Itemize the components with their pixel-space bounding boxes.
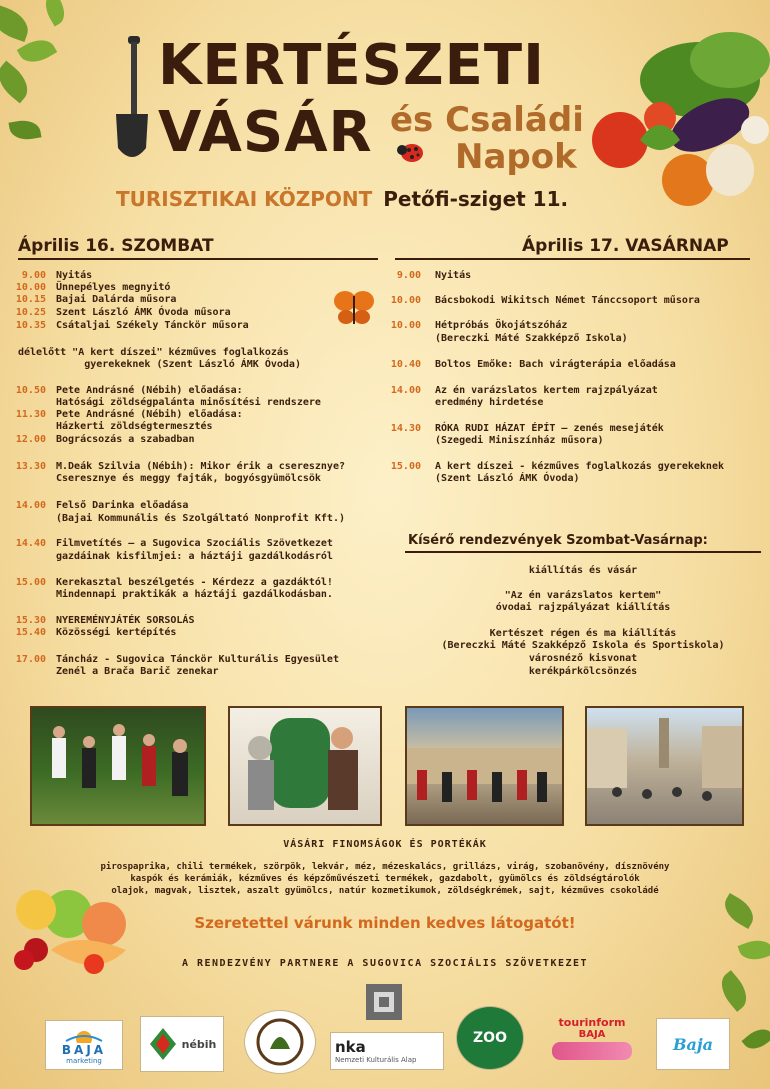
schedule-row: 10.25 Szent László ÁMK Óvoda műsora [15,307,231,318]
nebih-emblem-icon [148,1024,178,1064]
schedule-row: 17.00 Táncház - Sugovica Tánckör Kulturális Egyesület [15,654,339,665]
schedule-row: 10.35 Csátaljai Székely Tánckör műsora [15,320,249,331]
schedule-row: 12.00 Bográcsozás a szabadban [15,434,195,445]
schedule-row: 11.30 Pete Andrásné (Nébih) előadása: [15,409,243,420]
sunday-divider [395,258,750,260]
schedule-row: 10.00 Bácsbokodi Wikitsch Német Tánccsoport műsora [390,295,700,306]
side-event-line: (Bereczki Máté Szakképző Iskola és Sportiskola) [441,640,725,651]
baja-marketing-logo: BAJA marketing [45,1020,123,1070]
schedule-row: gazdáinak kisfilmjei: a háztáji gazdálkodásról [56,551,333,562]
schedule-row: 10.15 Bajai Dalárda műsora [15,294,177,305]
schedule-row: 14.40 Filmvetítés – a Sugovica Szociális Szövetkezet [15,538,333,549]
schedule-row: (Szent László ÁMK Óvoda) [435,473,580,484]
venue-name: TURISZTIKAI KÖZPONT [116,187,373,211]
alli-es-mili-badge [552,1042,632,1060]
schedule-row: Házkerti zöldségtermesztés [56,421,213,432]
schedule-row: 14.00 Az én varázslatos kertem rajzpályázat [390,385,658,396]
cube-logo-icon [364,982,404,1022]
subtitle-line2: Napok [455,137,577,177]
schedule-row: 10.00 Hétpróbás Ökojátszóház [390,320,568,331]
sun-icon [64,1025,104,1043]
schedule-row: Zenél a Brača Barič zenekar [56,666,219,677]
schedule-row: gyerekeknek (Szent László ÁMK Óvoda) [18,359,301,370]
saturday-heading: Április 16. SZOMBAT [18,236,214,256]
saturday-divider [18,258,378,260]
schedule-row: 15.40 Közösségi kertépítés [15,627,177,638]
baja-city-logo: Baja [656,1018,730,1070]
side-event-line: városnéző kisvonat [528,653,638,664]
butterfly-icon [332,288,376,328]
side-event-line: Kertészet régen és ma kiállítás [489,628,677,639]
fruits-illustration [6,880,146,990]
schedule-row: 15.30 NYEREMÉNYJÁTÉK SORSOLÁS [15,615,195,626]
partner-text: A RENDEZVÉNY PARTNERE A SUGOVICA SZOCIÁLIS SZÖVETKEZET [181,958,589,969]
photo-children-dancers [30,706,206,826]
photo-street-crowd [585,706,744,826]
side-event-line: kiállítás és vásár [528,565,638,576]
schedule-row: 14.30 RÓKA RUDI HÁZAT ÉPÍT – zenés mesejáték [390,423,664,434]
schedule-row: 15.00 Kerekasztal beszélgetés - Kérdezz a gazdáktól! [15,577,333,588]
schedule-row: (Bajai Kommunális és Szolgáltató Nonprofit Kft.) [56,513,345,524]
nebih-logo: nébih [140,1016,224,1072]
photo-folk-dance-square [405,706,564,826]
goods-line: olajok, magvak, lisztek, aszalt gyümölcs, natúr kozmetikumok, zöldségkrémek, sajt, kézműves csokoládé [111,886,659,896]
schedule-row: Mindennapi praktikák a háztáji gazdálkodásban. [56,589,333,600]
schedule-row: 10.40 Boltos Emőke: Bach virágterápia előadása [390,359,676,370]
side-events-divider [405,551,761,553]
goods-line: pirospaprika, chili termékek, szörpök, lekvár, méz, mézeskalács, grillázs, virág, szobanövény, dísznövény [100,862,670,872]
schedule-row: 9.00 Nyitás [396,270,472,281]
zoo-logo: ZOO [456,1006,524,1070]
schedule-row: (Bereczki Máté Szakképző Iskola) [435,333,628,344]
title-line1: KERTÉSZETI [158,33,545,98]
schedule-row: 14.00 Felső Darinka előadása [15,500,189,511]
venue-address: Petőfi-sziget 11. [383,187,569,211]
schedule-row: 10.50 Pete Andrásné (Nébih) előadása: [15,385,243,396]
sunday-heading: Április 17. VASÁRNAP [522,236,729,256]
schedule-row: Cseresznye és meggy fajták, bogyósgyümölcsök [56,473,321,484]
title-line2: VÁSÁR [158,100,373,165]
vegetables-illustration [580,20,770,210]
side-event-line: kerékpárkölcsönzés [528,666,638,677]
welcome-message: Szeretettel várunk minden kedves látogatót! [194,914,576,932]
side-event-line: "Az én varázslatos kertem" [504,590,662,601]
subtitle-line1: és Családi [390,100,584,140]
spade-icon [112,36,152,174]
oak-leaf-icon [252,1017,308,1067]
schedule-row: eredmény hirdetése [435,397,544,408]
schedule-row: 9.00 Nyitás [21,270,93,281]
schedule-row: délelőtt "A kert díszei" kézműves foglalkozás [18,347,289,358]
ladybug-icon [396,138,426,164]
nka-logo: nka Nemzeti Kulturális Alap [330,1032,444,1070]
goods-heading: VÁSÁRI FINOMSÁGOK ÉS PORTÉKÁK [283,839,487,850]
schedule-row: (Szegedi Miniszínház műsora) [435,435,604,446]
side-event-line: óvodai rajzpályázat kiállítás [495,602,671,613]
tourinform-logo: tourinform BAJA [548,1016,636,1070]
side-events-heading: Kísérő rendezvények Szombat-Vasárnap: [408,533,708,548]
schedule-row: 15.00 A kert díszei - kézműves foglalkozás gyerekeknek [390,461,724,472]
goods-line: kaspók és kerámiák, kézműves és képzőművészeti termékek, gazdabolt, gyümölcs és zöldségtárolók [130,874,640,884]
photo-puppet-theatre [228,706,382,826]
oak-emblem-logo [244,1010,316,1074]
schedule-row: Hatósági zöldségpalánta minősítési rendszere [56,397,321,408]
schedule-row: 13.30 M.Deák Szilvia (Nébih): Mikor érik a cseresznye? [15,461,345,472]
schedule-row: 10.00 Ünnepélyes megnyitó [15,282,171,293]
